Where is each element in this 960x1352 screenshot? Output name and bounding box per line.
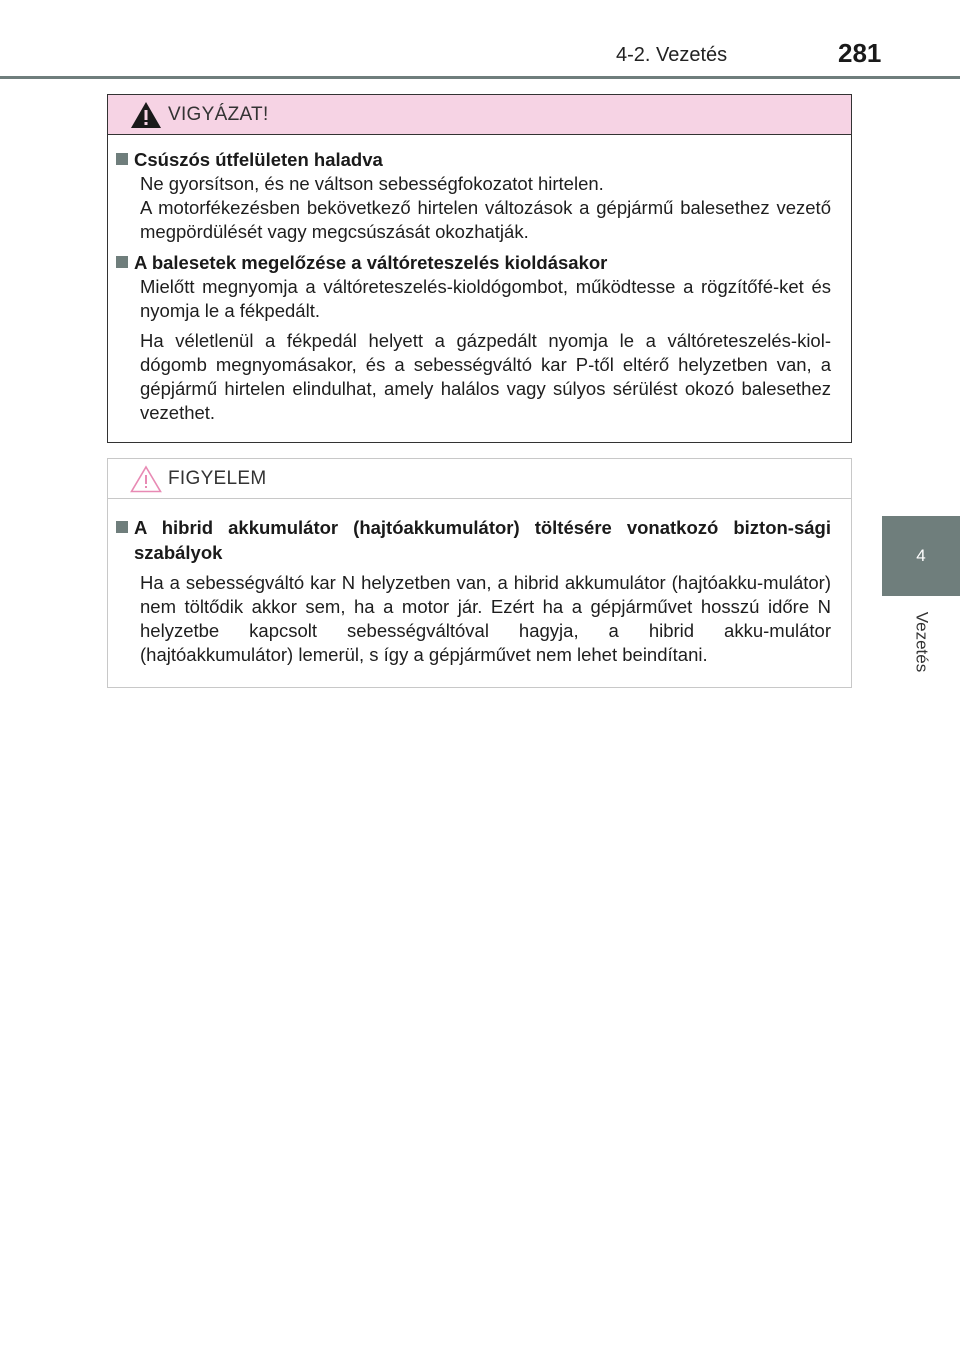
notice-box-title: FIGYELEM — [168, 467, 267, 489]
chapter-number: 4 — [916, 546, 926, 565]
warning-box-title: VIGYÁZAT! — [168, 103, 269, 125]
warning-box-body — [108, 135, 851, 425]
header-divider — [0, 76, 960, 79]
chapter-label-text: Vezetés — [912, 611, 931, 673]
notice-item-text: Ha a sebességváltó kar N helyzetben van, a hibrid akkumulátor (hajtóakku-mulátor) nem töltődik akkor sem, ha a motor jár. Ezért ha a gépjárművet hosszú időre N helyzetbe kapcsolt sebességváltóval hagyja, a hibrid akku-mulátor (hajtóakkumulátor) lemerül, s így a gépjárművet nem lehet beindítani. — [140, 572, 831, 665]
warning-triangle-icon — [130, 101, 162, 129]
warning-box-header — [108, 95, 851, 135]
notice-box-body — [108, 499, 851, 667]
warning-item-title: Csúszós útfelületen haladva — [134, 149, 383, 170]
notice-box-header — [108, 459, 851, 499]
warning-item-text: Mielőtt megnyomja a váltóreteszelés-kioldógombot, működtesse a rögzítőfé-ket és nyomja le a fékpedált. — [140, 276, 831, 321]
square-bullet-icon — [116, 256, 128, 268]
warning-item-text: Ha véletlenül a fékpedál helyett a gázpedált nyomja le a váltóreteszelés-kiol-dógomb megnyomásakor, és a sebességváltó kar P-től eltérő helyzetben van, a gépjármű hirtelen elindulhat, amely halálos vagy súlyos sérülést okozó balesethez vezethet. — [140, 330, 831, 423]
warning-item — [116, 250, 831, 425]
notice-item — [116, 515, 831, 667]
caution-triangle-outline-icon — [130, 465, 162, 493]
notice-box — [107, 458, 852, 688]
square-bullet-icon — [116, 521, 128, 533]
warning-item-title: A balesetek megelőzése a váltóreteszelés kioldásakor — [134, 252, 608, 273]
section-heading: 4-2. Vezetés — [616, 44, 728, 66]
notice-item-title: A hibrid akkumulátor (hajtóakkumulátor) töltésére vonatkozó bizton-sági szabályok — [134, 517, 831, 563]
square-bullet-icon — [116, 153, 128, 165]
warning-item-text: A motorfékezésben bekövetkező hirtelen változások a gépjármű balesethez vezető megpördülését vagy megcsúszását okozhatják. — [140, 197, 831, 242]
warning-item-text: Ne gyorsítson, és ne váltson sebességfokozatot hirtelen. — [140, 173, 604, 194]
chapter-tab — [882, 516, 960, 596]
chapter-label — [882, 600, 960, 684]
warning-item — [116, 147, 831, 244]
warning-box — [107, 94, 852, 443]
page-number: 281 — [838, 38, 882, 68]
